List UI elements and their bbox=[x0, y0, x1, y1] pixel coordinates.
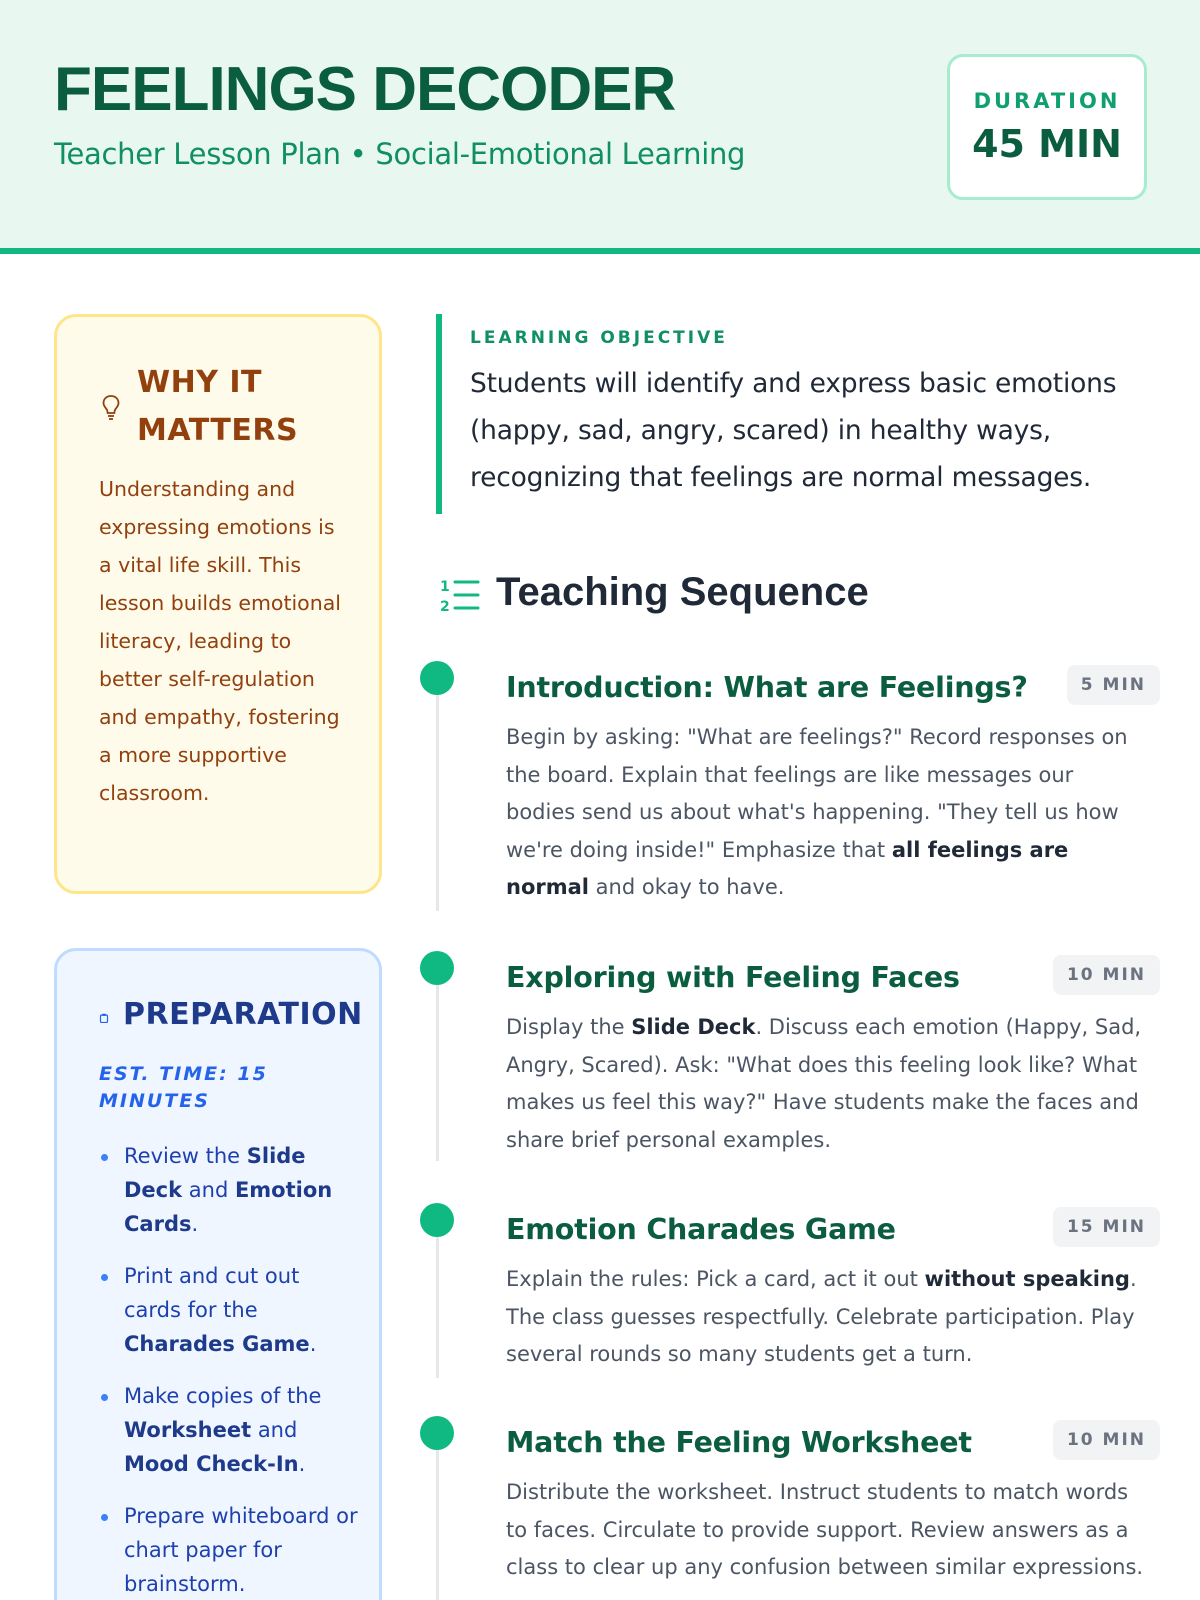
preparation-item: Make copies of the Worksheet and Mood Check-In. bbox=[99, 1379, 359, 1481]
sequence-step bbox=[420, 661, 1160, 911]
timeline-dot bbox=[420, 1416, 454, 1450]
timeline-line bbox=[436, 1227, 439, 1378]
sequence-step bbox=[420, 1203, 1160, 1378]
step-title: Match the Feeling Worksheet bbox=[506, 1426, 972, 1459]
duration-badge bbox=[947, 54, 1147, 200]
sequence-step bbox=[420, 951, 1160, 1161]
sequence-step bbox=[420, 1416, 1160, 1600]
page-header bbox=[0, 0, 1200, 254]
numbered-list-icon bbox=[438, 575, 482, 615]
timeline-line bbox=[436, 975, 439, 1161]
timeline-line bbox=[436, 1440, 439, 1600]
step-description: Display the Slide Deck. Discuss each emotion (Happy, Sad, Angry, Scared). Ask: "What does this feeling look like? What makes us feel this way?" Have students make the faces and share brief personal examples. bbox=[506, 1015, 1142, 1152]
preparation-time: EST. TIME: 15 MINUTES bbox=[99, 1063, 268, 1112]
objective-text: Students will identify and express basic emotions (happy, sad, angry, scared) in healthy ways, recognizing that feelings are normal messages. bbox=[470, 368, 1117, 493]
preparation-item: Prepare whiteboard or chart paper for brainstorm. bbox=[99, 1499, 359, 1600]
preparation-list bbox=[99, 1139, 359, 1600]
timeline-dot bbox=[420, 1203, 454, 1237]
objective-label: LEARNING OBJECTIVE bbox=[470, 328, 728, 348]
step-title: Emotion Charades Game bbox=[506, 1213, 896, 1246]
teaching-sequence-title: Teaching Sequence bbox=[496, 570, 869, 614]
preparation-title: PREPARATION bbox=[123, 997, 363, 1032]
lightbulb-icon bbox=[100, 392, 122, 424]
step-description: Explain the rules: Pick a card, act it out without speaking. The class guesses respectfully. Celebrate participation. Play several rounds so many students get a turn. bbox=[506, 1267, 1137, 1366]
step-description: Begin by asking: "What are feelings?" Record responses on the board. Explain that feelings are like messages our bodies send us about what's happening. "They tell us how we're doing inside!" Emphasize that all feelings are normal and okay to have. bbox=[506, 725, 1128, 899]
preparation-card bbox=[54, 948, 382, 1600]
why-it-matters-title: WHY IT MATTERS bbox=[137, 365, 299, 448]
step-description: Distribute the worksheet. Instruct students to match words to faces. Circulate to provide support. Review answers as a class to clear up any confusion between similar expressions. bbox=[506, 1480, 1144, 1579]
step-title: Introduction: What are Feelings? bbox=[506, 671, 1028, 704]
duration-value: 45 MIN bbox=[972, 122, 1122, 166]
why-it-matters-text: Understanding and expressing emotions is a vital life skill. This lesson builds emotional literacy, leading to better self-regulation and empathy, fostering a more supportive classroom. bbox=[99, 477, 341, 805]
timeline-dot bbox=[420, 951, 454, 985]
timeline-dot bbox=[420, 661, 454, 695]
page-title: FEELINGS DECODER bbox=[54, 55, 676, 124]
page-subtitle: Teacher Lesson Plan • Social-Emotional Learning bbox=[54, 137, 746, 171]
clipboard-icon bbox=[99, 1013, 109, 1023]
step-duration-badge: 10 MIN bbox=[1053, 955, 1160, 995]
step-duration-badge: 10 MIN bbox=[1053, 1420, 1160, 1460]
preparation-item: Print and cut out cards for the Charades Game. bbox=[99, 1259, 359, 1361]
svg-text:1: 1 bbox=[440, 579, 450, 595]
step-title: Exploring with Feeling Faces bbox=[506, 961, 960, 994]
duration-label: DURATION bbox=[973, 89, 1121, 113]
step-duration-badge: 15 MIN bbox=[1053, 1207, 1160, 1247]
timeline-line bbox=[436, 685, 439, 911]
preparation-item: Review the Slide Deck and Emotion Cards. bbox=[99, 1139, 359, 1241]
svg-text:2: 2 bbox=[440, 599, 450, 615]
step-duration-badge: 5 MIN bbox=[1067, 665, 1160, 705]
why-it-matters-card bbox=[54, 314, 382, 894]
learning-objective bbox=[436, 314, 1160, 514]
